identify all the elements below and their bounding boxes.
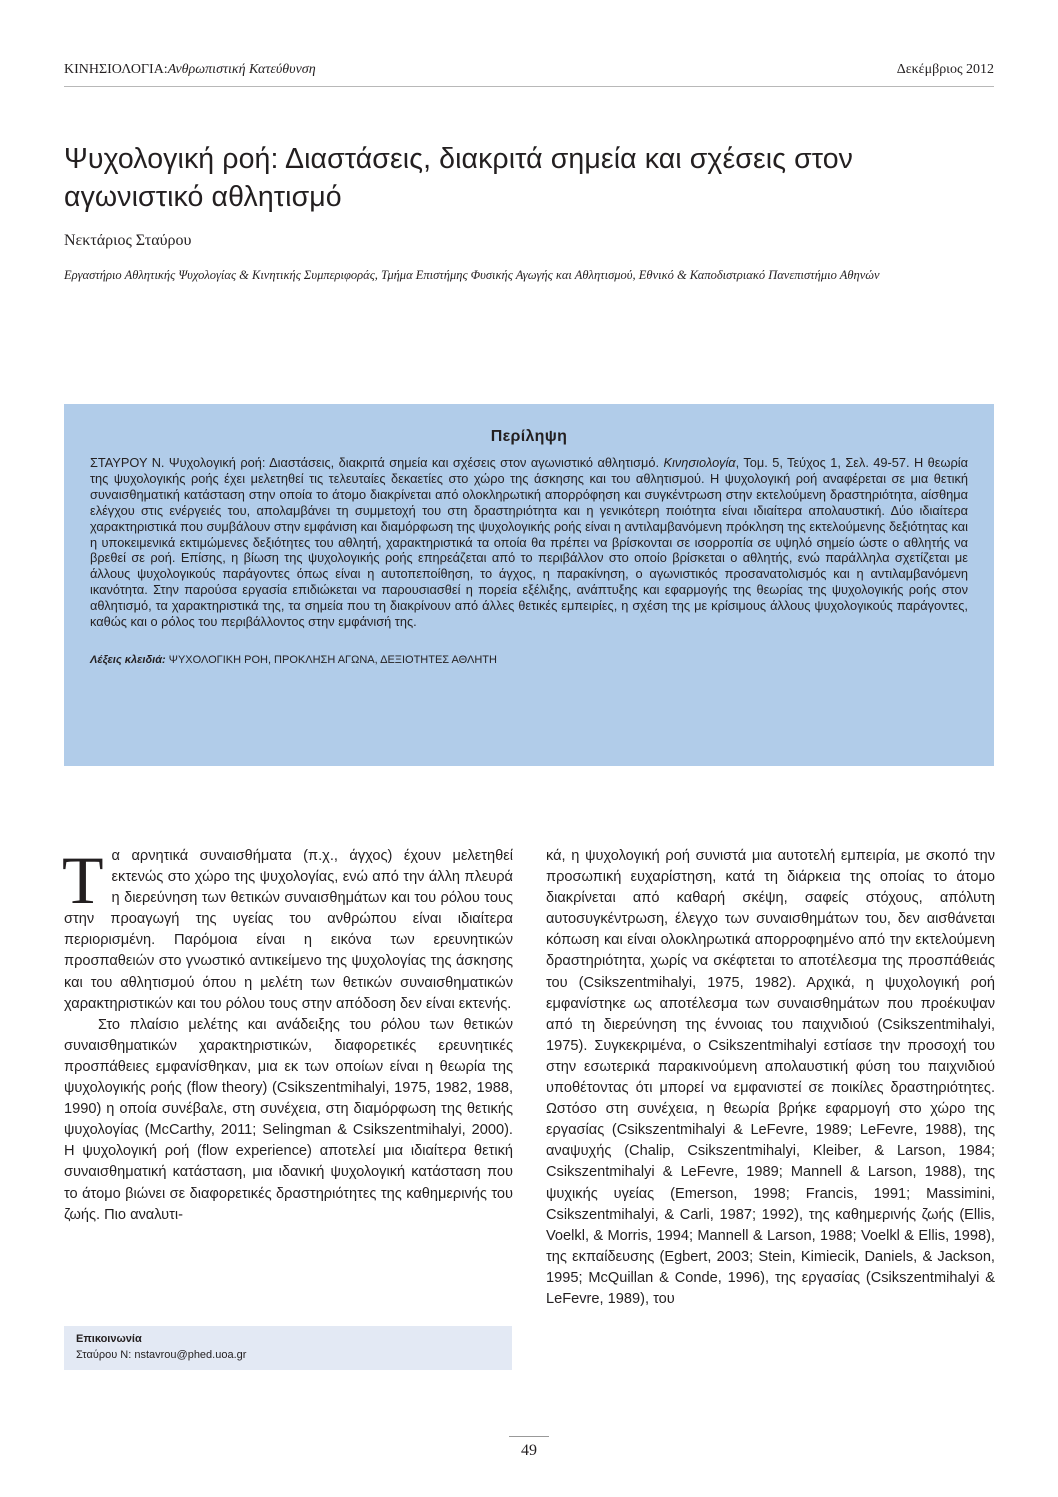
- abstract-citation-journal: Κινησιολογία: [663, 455, 736, 470]
- body-paragraph-text: α αρνητικά συναισθήματα (π.χ., άγχος) έχουν μελετηθεί εκτενώς στο χώρο της ψυχολογίας, ενώ από την άλλη πλευρά η διερεύνηση των θετικών συναισθημάτων και του ρόλου τους στην προαγωγή της υγείας του ανθρώπου είναι ιδιαίτερα περιορισμένη. Παρόμοια είναι η εικόνα των ερευνητικών προσπαθειών στο γνωστικό αντικείμενο της ψυχολογίας της άσκησης και του αθλητισμού όπου η μελέτη των θετικών συναισθηματικών χαρακτηριστικών και του ρόλου τους στην απόδοση δεν είναι εκτενής.: [64, 848, 513, 1012]
- author-affiliation: Εργαστήριο Αθλητικής Ψυχολογίας & Κινητικής Συμπεριφοράς, Τμήμα Επιστήμης Φυσικής Αγωγής και Αθλητισμού, Εθνικό & Καποδιστριακό Πανεπιστήμιο Αθηνών: [64, 268, 880, 282]
- abstract-heading: Περίληψη: [490, 428, 568, 445]
- body-column-right: [546, 846, 995, 1310]
- journal-subtitle: Ανθρωπιστική Κατεύθυνση: [167, 62, 316, 77]
- issue-date: Δεκέμβριος 2012: [896, 62, 994, 77]
- running-head: [64, 62, 994, 88]
- body-paragraph: κά, η ψυχολογική ροή συνιστά μια αυτοτελή εμπειρία, με σκοπό την προσωπική ευχαρίστηση, κατά τη διάρκεια της οποίας το άτομο διακρίνεται από καθαρή σκέψη, σαφείς στόχους, απόλυτη αυτοσυγκέντρωση, έλεγχο των συναισθημάτων του, δεν αισθάνεται κόπωση και είναι ολοκληρωτικά απορροφημένο από την εκτελούμενη δραστηριότητα, χωρίς να σκέφτεται το αποτέλεσμα της προσπάθειάς του (Csikszentmihalyi, 1975, 1982). Αρχικά, η ψυχολογική ροή εμφανίστηκε ως αποτέλεσμα των συναισθημάτων που προέκυψαν από τη διερεύνηση της έννοιας του παιχνιδιού (Csikszentmihalyi, 1975). Συγκεκριμένα, ο Csikszentmihalyi εστίασε την προσοχή του στην εσωτερικά παρακινούμενη απολαυστική φύση του παιχνιδιού υποθέτοντας ότι μπορεί να εμφανιστεί σε ποικίλες δραστηριότητες. Ωστόσο στη συνέχεια, η θεωρία βρήκε εφαρμογή στο χώρο της εργασίας (Csikszentmihalyi & LeFevre, 1989; LeFevre, 1988), της αναψυχής (Chalip, Csikszentmihalyi, Kleiber, & Larson, 1984; Csikszentmihalyi & LeFevre, 1989; Mannell & Larson, 1988), της ψυχικής υγείας (Emerson, 1998; Francis, 1991; Massimini, Csikszentmihalyi, & Carli, 1987; 1992), της καθημερινής ζωής (Ellis, Voelkl, & Morris, 1994; Mannell & Larson, 1988; Voelkl & Ellis, 1998), της εκπαίδευσης (Egbert, 2003; Stein, Kimiecik, Daniels, & Jackson, 1995; McQuillan & Conde, 1996), της εργασίας (Csikszentmihalyi & LeFevre, 1989), του: [546, 848, 995, 1307]
- contact-email-line: Σταύρου Ν: nstavrou@phed.uoa.gr: [76, 1349, 247, 1361]
- abstract-citation: ΣΤΑΥΡΟΥ Ν. Ψυχολογική ροή: Διαστάσεις, διακριτά σημεία και σχέσεις στον αγωνιστικό αθλητισμό.: [90, 455, 664, 470]
- body-column-left: [62, 842, 513, 1226]
- body-paragraph: [62, 842, 513, 1015]
- abstract-text: [90, 455, 968, 630]
- keywords-list: ΨΥΧΟΛΟΓΙΚΗ ΡΟΗ, ΠΡΟΚΛΗΣΗ ΑΓΩΝΑ, ΔΕΞΙΟΤΗΤΕΣ ΑΘΛΗΤΗ: [168, 653, 497, 666]
- page-number-rule: [509, 1436, 549, 1437]
- keywords-label: Λέξεις κλειδιά:: [90, 653, 166, 666]
- contact-box: [64, 1326, 512, 1370]
- abstract-citation-details: , Τομ. 5, Τεύχος 1, Σελ. 49-57.: [735, 455, 914, 470]
- body-paragraph: Στο πλαίσιο μελέτης και ανάδειξης του ρόλου των θετικών συναισθηματικών χαρακτηριστικών, διαφορετικές ερευνητικές προσπάθειες εμφανίσθηκαν, μια εκ των οποίων είναι η θεωρία της ψυχολογικής ροής (flow theory) (Csikszentmihalyi, 1975, 1982, 1988, 1990) η οποία συνέβαλε, στη συνέχεια, στη διαμόρφωση της θετικής ψυχολογίας (McCarthy, 2011; Selingman & Csikszentmihalyi, 2000). Η ψυχολογική ροή (flow experience) αποτελεί μια ιδιαίτερα θετική συναισθηματική κατάσταση, μια ιδανική ψυχολογική κατάσταση που το άτομο βιώνει σε διαφορετικές δραστηριότητες της καθημερινής του ζωής. Πιο αναλυτι-: [64, 1016, 513, 1223]
- abstract-body: Η θεωρία της ψυχολογικής ροής έχει μελετηθεί τις τελευταίες δεκαετίες στο χώρο της άσκησης και του αθλητισμού. Η ψυχολογική ροή αναφέρεται σε μια θετική συναισθηματική κατάσταση στην οποία το άτομο διακρίνεται από ολοκληρωτική απορρόφηση και συγκέντρωση στην εκτελούμενη δραστηριότητα, αίσθημα ελέγχου στις ενέργειές του, απολαμβάνει τη συμμετοχή του στη δραστηριότητα και η γενικότερη ποιότητα είναι ιδιαίτερα απολαυστική. Δύο ιδιαίτερα χαρακτηριστικά που συμβάλουν στην εμφάνιση και διαμόρφωση της ψυχολογικής ροής είναι η αντιλαμβανόμενη πρόκληση της εκτελούμενης δεξιότητας και η υποκειμενικά εκτιμώμενες δεξιότητες του αθλητή, χαρακτηριστικά τα οποία θα πρέπει να βρίσκονται σε ισορροπία σε υψηλό σημείο ώστε ο αθλητής να βρεθεί σε ροή. Επίσης, η βίωση της ψυχολογικής ροής επηρεάζεται από το περιβάλλον στο οποίο βρίσκεται ο αθλητής, ενώ παράλληλα σχετίζεται με άλλους ψυχολογικούς παράγοντες όπως είναι η αυτοπεποίθηση, το άγχος, η παρακίνηση, ο αγωνιστικός προσανατολισμός και η αντιλαμβανόμενη ικανότητα. Στην παρούσα εργασία επιδιώκεται να παρουσιασθεί η πορεία εξέλιξης, ανάπτυξης και εφαρμογής της θεωρίας της ψυχολογικής ροής στον αθλητισμό, τα χαρακτηριστικά της, τα σημεία που τη διακρίνουν από άλλες θετικές εμπειρίες, η σχέση της με κρίσιμους άλλους ψυχολογικούς παράγοντες, καθώς και ο ρόλος του περιβάλλοντος στην εμφάνισή της.: [90, 455, 968, 630]
- journal-name: ΚΙΝΗΣΙΟΛΟΓΙΑ:: [64, 62, 168, 77]
- drop-cap: Τ: [62, 842, 104, 918]
- author-name: Νεκτάριος Σταύρου: [64, 232, 192, 249]
- page-number: 49: [521, 1442, 537, 1459]
- running-head-journal: [64, 62, 316, 78]
- header-rule: [64, 86, 994, 87]
- article-title: Ψυχολογική ροή: Διαστάσεις, διακριτά σημεία και σχέσεις στον αγωνιστικό αθλητισμό: [64, 143, 854, 213]
- abstract-box: [64, 404, 994, 766]
- keywords: [90, 654, 968, 666]
- contact-title: Επικοινωνία: [76, 1333, 142, 1345]
